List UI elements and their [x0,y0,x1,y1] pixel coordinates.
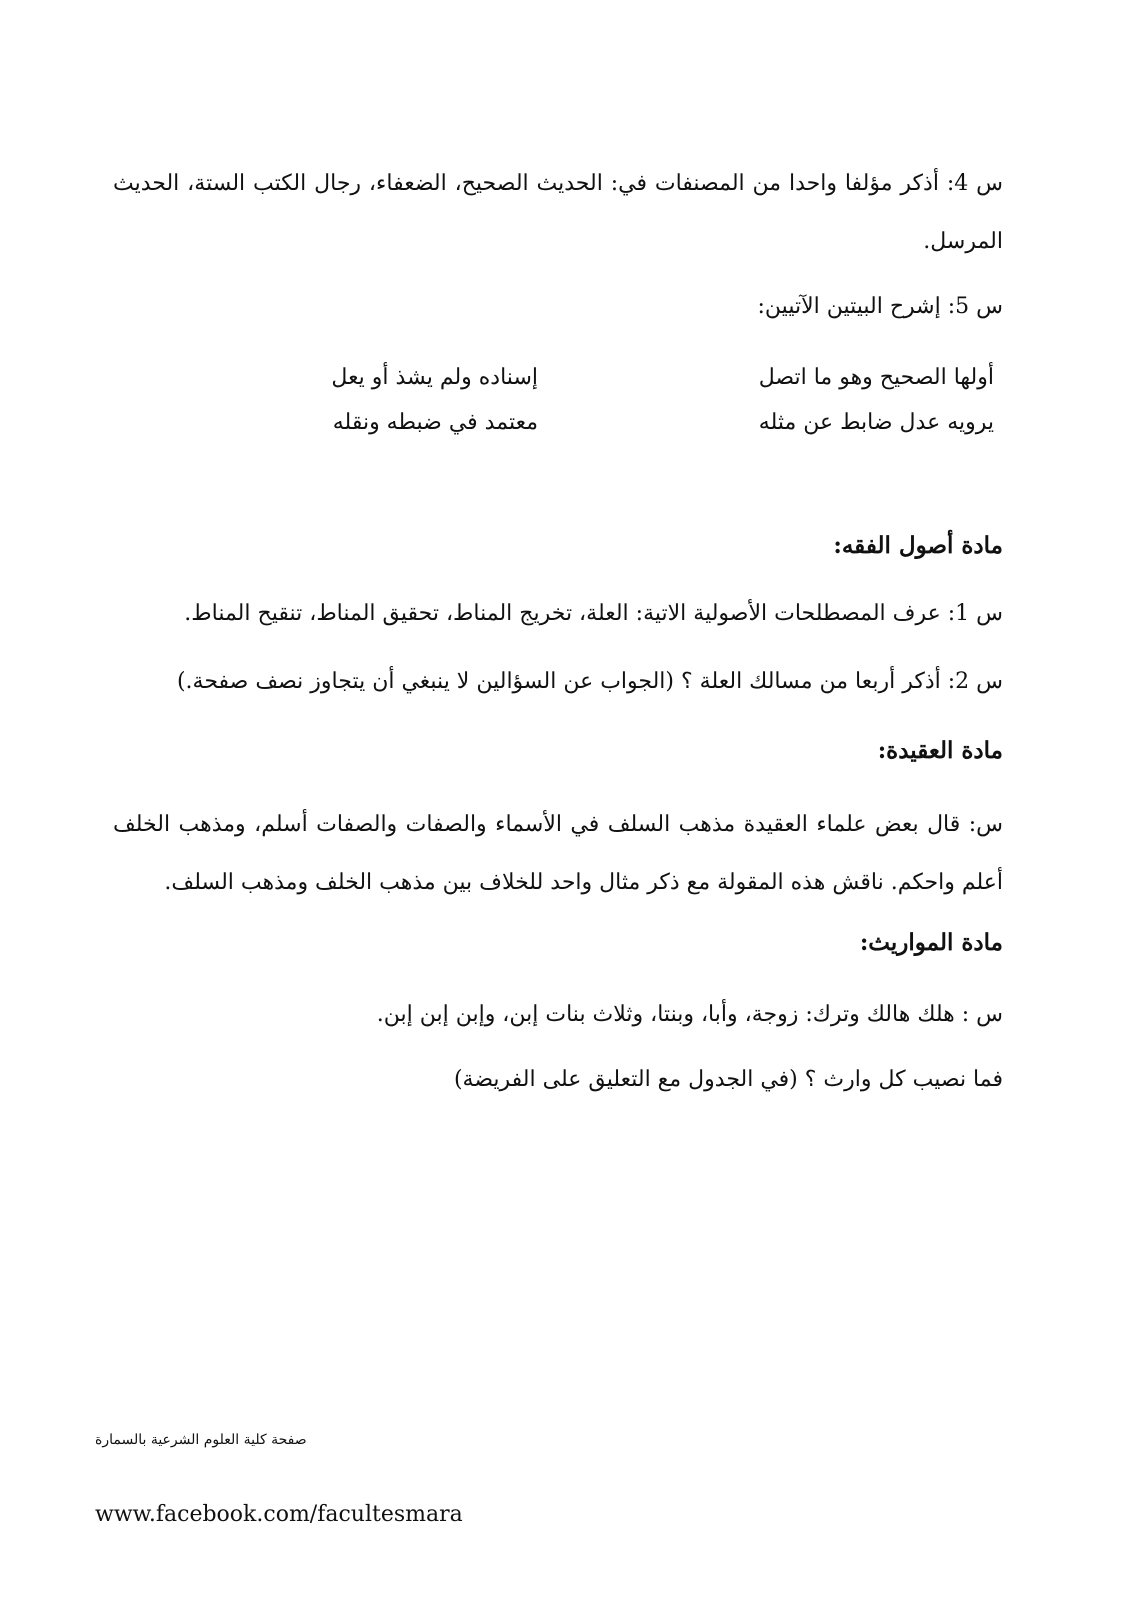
mawarith-question-line-1: س : هلك هالك وترك: زوجة، وأبا، وبنتا، وثلاث بنات إبن، وإبن إبن إبن. [376,1002,1003,1027]
usul-question-1: س 1: عرف المصطلحات الأصولية الاتية: العلة، تخريج المناط، تحقيق المناط، تنقيح المناط. [184,601,1003,626]
hadith-question-5: س 5: إشرح البيتين الآتيين: [757,294,1003,319]
aqida-heading: مادة العقيدة: [877,737,1003,764]
footer-page-name: صفحة كلية العلوم الشرعية بالسمارة [95,1432,307,1448]
verse-1-second-hemistich: إسناده ولم يشذ أو يعل [331,365,538,390]
verse-2-second-hemistich: معتمد في ضبطه ونقله [332,410,538,435]
aqida-question: س: قال بعض علماء العقيدة مذهب السلف في الأسماء والصفات والصفات أسلم، ومذهب الخلف أعلم واحكم. ناقش هذه المقولة مع ذكر مثال واحد للخلاف بين مذهب الخلف ومذهب السلف. [113,812,1003,895]
usul-question-2: س 2: أذكر أربعا من مسالك العلة ؟ (الجواب عن السؤالين لا ينبغي أن يتجاوز نصف صفحة.) [176,669,1003,694]
hadith-question-4: س 4: أذكر مؤلفا واحدا من المصنفات في: الحديث الصحيح، الضعفاء، رجال الكتب الستة، الحديث المرسل. [113,171,1003,254]
footer-facebook-link[interactable]: www.facebook.com/facultesmara [95,1502,463,1527]
mawarith-heading: مادة المواريث: [859,929,1003,956]
verse-1-first-hemistich: أولها الصحيح وهو ما اتصل [758,365,994,390]
verse-2-first-hemistich: يرويه عدل ضابط عن مثله [758,410,994,435]
usul-heading: مادة أصول الفقه: [833,532,1003,559]
mawarith-question-line-2: فما نصيب كل وارث ؟ (في الجدول مع التعليق على الفريضة) [453,1067,1003,1092]
